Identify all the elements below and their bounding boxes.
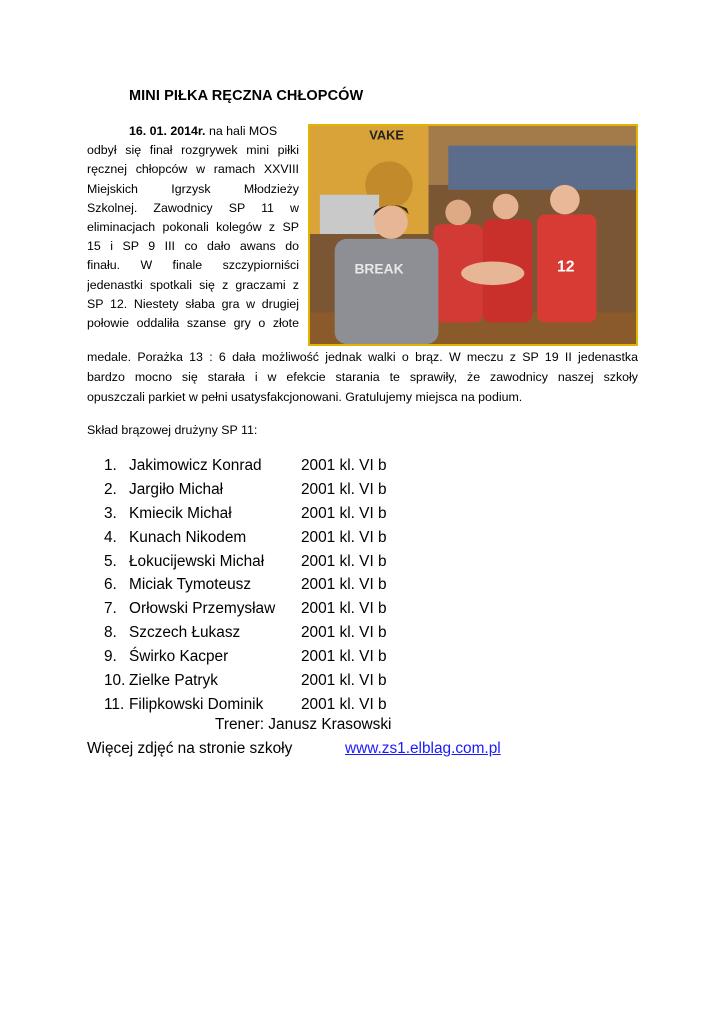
- body-line: opuszczali parkiet w pełni usatysfakcjonowani. Gratulujemy miejsca na podium.: [87, 390, 523, 404]
- intro-line: Szkolnej. Zawodnicy SP 11 w: [87, 200, 299, 215]
- roster-number: 2.: [104, 480, 117, 498]
- player-head: [374, 206, 408, 239]
- roster-class: 2001 kl. VI b: [301, 648, 387, 666]
- roster-number: 7.: [104, 600, 117, 618]
- roster-class: 2001 kl. VI b: [301, 457, 387, 474]
- roster-class: 2001 kl. VI b: [301, 552, 387, 570]
- roster-name: Filipkowski Dominik: [129, 695, 264, 713]
- roster-number: 3.: [104, 504, 117, 522]
- roster-name: Zielke Patryk: [129, 672, 218, 690]
- roster-class: 2001 kl. VI b: [301, 695, 387, 713]
- roster-name: Miciak Tymoteusz: [129, 576, 252, 594]
- roster-name: Orłowski Przemysław: [129, 600, 276, 618]
- article-date: 16. 01. 2014r.: [129, 124, 206, 138]
- roster-name: Łokucijewski Michał: [129, 552, 265, 570]
- roster-number: 9.: [104, 648, 117, 666]
- roster-number: 6.: [104, 576, 117, 594]
- hands-together: [461, 262, 524, 286]
- intro-line: Miejskich Igrzysk Młodzieży: [87, 181, 299, 196]
- roster-class: 2001 kl. VI b: [301, 576, 387, 594]
- roster-name: Jakimowicz Konrad: [129, 457, 262, 474]
- body-line: medale. Porażka 13 : 6 dała możliwość jednak walki o brąz. W meczu z SP 19 II jedenastka: [87, 350, 638, 364]
- roster-number: 1.: [104, 457, 117, 474]
- player-head: [493, 194, 519, 220]
- photo-car: [320, 195, 379, 234]
- roster-name: Świrko Kacper: [129, 648, 229, 666]
- body-paragraph: [87, 347, 638, 407]
- roster-number: 4.: [104, 528, 117, 546]
- roster-name: Jargiło Michał: [129, 480, 224, 498]
- intro-line: ręcznej chłopców w ramach XXVIII: [87, 162, 299, 177]
- more-photos-text: Więcej zdjęć na stronie szkoły: [87, 740, 293, 757]
- roster-class: 2001 kl. VI b: [301, 672, 387, 690]
- jersey-number: 12: [556, 258, 575, 276]
- roster-class: 2001 kl. VI b: [301, 528, 387, 546]
- coach-line: Trener: Janusz Krasowski: [215, 716, 392, 733]
- intro-line: eliminacjach pokonali kolegów z SP: [87, 219, 299, 234]
- intro-line: połowie oddaliła szanse gry o złote: [87, 315, 299, 330]
- roster-number: 8.: [104, 624, 117, 642]
- player-head: [550, 185, 580, 214]
- shirt-print: BREAK: [354, 261, 404, 277]
- intro-line-0: [87, 122, 299, 141]
- intro-line: 15 i SP 9 III co dało awans do: [87, 239, 299, 254]
- photo-stands: [448, 146, 636, 190]
- roster-number: 5.: [104, 552, 117, 570]
- intro-line-0-text: na hali MOS: [208, 124, 278, 138]
- squad-label: Skład brązowej drużyny SP 11:: [87, 423, 258, 437]
- intro-paragraph: [87, 122, 299, 333]
- body-line: bardzo mocno się starała i w efekcie starania te sprawiły, że zawodnicy naszej szkoły: [87, 370, 638, 384]
- intro-line: odbył się finał rozgrywek mini piłki: [87, 143, 299, 158]
- roster-number: 10.: [104, 672, 126, 690]
- player-grey-hoodie: [335, 239, 439, 344]
- intro-line: SP 12. Niestety słaba gra w drugiej: [87, 296, 299, 311]
- player-head: [445, 200, 471, 226]
- school-website-link[interactable]: www.zs1.elblag.com.pl: [345, 740, 501, 757]
- roster-class: 2001 kl. VI b: [301, 504, 387, 522]
- banner-text: VAKE: [369, 127, 404, 143]
- team-photo: [308, 124, 638, 346]
- intro-line: jedenastki spotkali się z graczami z: [87, 277, 299, 292]
- article-title: MINI PIŁKA RĘCZNA CHŁOPCÓW: [129, 88, 364, 104]
- roster-name: Kmiecik Michał: [129, 504, 232, 522]
- team-photo-illustration: [310, 126, 636, 344]
- roster-class: 2001 kl. VI b: [301, 624, 387, 642]
- intro-line: finału. W finale szczypiorniści: [87, 258, 299, 273]
- roster-number: 11.: [104, 695, 125, 713]
- roster-name: Szczech Łukasz: [129, 624, 241, 642]
- roster-name: Kunach Nikodem: [129, 528, 247, 546]
- roster-class: 2001 kl. VI b: [301, 600, 387, 618]
- roster-class: 2001 kl. VI b: [301, 480, 387, 498]
